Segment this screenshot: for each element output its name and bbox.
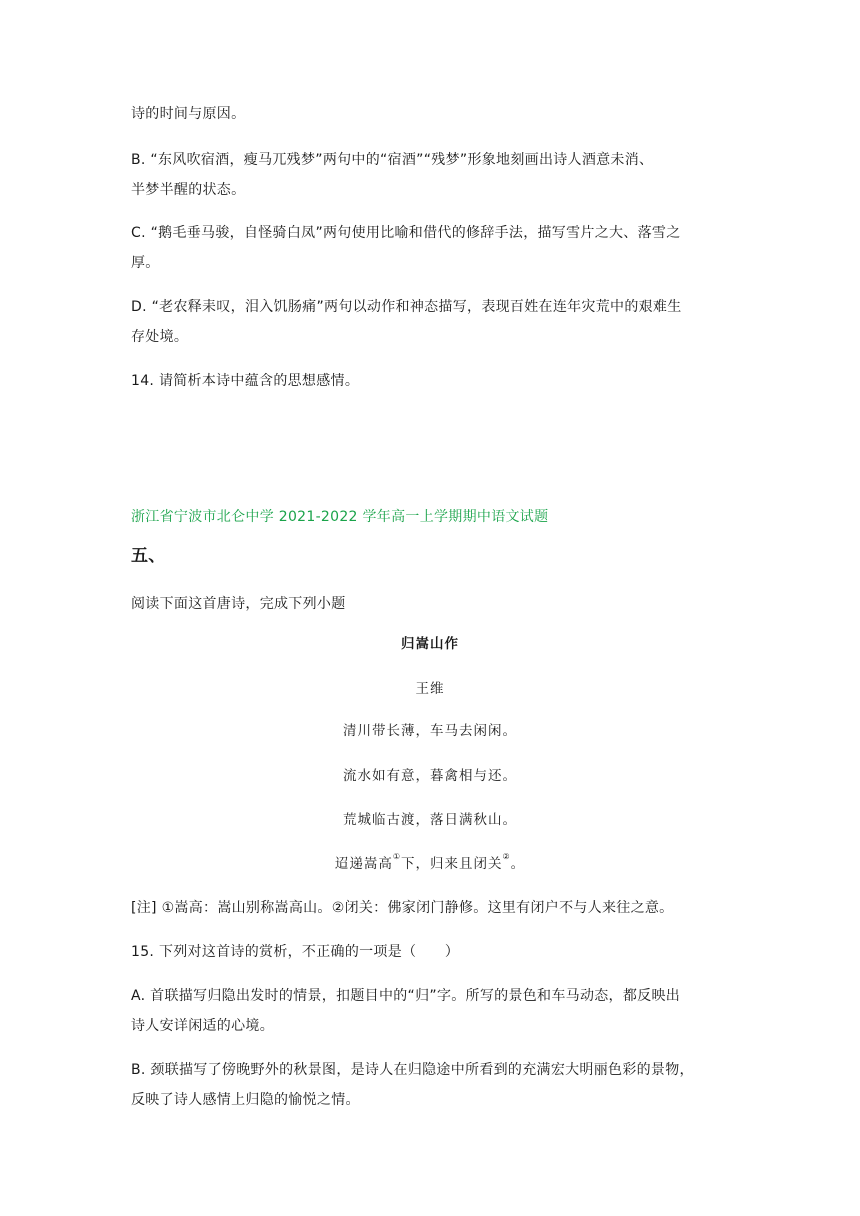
option-label: A. xyxy=(131,988,146,1004)
footnote-mark-1: ① xyxy=(392,852,401,861)
q15-option-a-line1 xyxy=(131,986,680,1006)
q13-option-c-line1 xyxy=(131,223,681,243)
reading-instruction: 阅读下面这首唐诗，完成下列小题 xyxy=(131,596,346,612)
question-15 xyxy=(131,942,459,962)
q13-option-d-line1 xyxy=(131,297,682,317)
option-label: C. xyxy=(131,225,146,241)
option-text: 首联描写归隐出发时的情景，扣题目中的“归”字。所写的景色和车马动态，都反映出 xyxy=(150,988,681,1004)
poem-line-1: 清川带长薄，车马去闲闲。 xyxy=(343,723,517,739)
q15-option-a-line2: 诗人安详闲适的心境。 xyxy=(131,1018,274,1034)
poem-line-2: 流水如有意，暮禽相与还。 xyxy=(343,768,517,784)
option-text: “鹅毛垂马骏，自怪骑白凤”两句使用比喻和借代的修辞手法，描写雪片之大、落雪之 xyxy=(150,225,681,241)
poem-author: 王维 xyxy=(415,681,445,697)
poem-line-4 xyxy=(0,854,860,874)
poem-title: 归嵩山作 xyxy=(401,636,459,652)
poem-line-3: 荒城临古渡，落日满秋山。 xyxy=(343,812,517,828)
q13-option-b-line2: 半梦半醒的状态。 xyxy=(131,182,246,198)
footnote-mark-2: ② xyxy=(502,852,511,861)
q13-a-continuation: 诗的时间与原因。 xyxy=(131,106,246,122)
poem-line-4-part1: 迢递嵩高 xyxy=(334,856,393,872)
q13-option-c-line2: 厚。 xyxy=(131,255,160,271)
option-text: 颈联描写了傍晚野外的秋景图，是诗人在归隐途中所看到的充满宏大明丽色彩的景物， xyxy=(150,1062,694,1078)
option-text: “东风吹宿酒，瘦马兀残梦”两句中的“宿酒”“残梦”形象地刻画出诗人酒意未消、 xyxy=(150,152,654,168)
option-label: B. xyxy=(131,1062,146,1078)
question-text: 下列对这首诗的赏析，不正确的一项是（ ） xyxy=(158,944,460,960)
question-14 xyxy=(131,371,359,391)
poem-line-4-part3: 。 xyxy=(510,856,526,872)
q13-option-d-line2: 存处境。 xyxy=(131,329,189,345)
q13-option-b-line1 xyxy=(131,150,653,170)
question-number: 15. xyxy=(131,944,155,960)
question-text: 请简析本诗中蕴含的思想感情。 xyxy=(158,373,360,389)
poem-note: [注] ①嵩高：嵩山别称嵩高山。②闭关：佛家闭门静修。这里有闭户不与人来往之意。 xyxy=(131,900,674,916)
section-heading: 五、 xyxy=(131,546,166,566)
question-number: 14. xyxy=(131,373,155,389)
option-label: D. xyxy=(131,299,147,315)
source-title: 浙江省宁波市北仑中学 2021-2022 学年高一上学期期中语文试题 xyxy=(131,509,549,525)
option-text: “老农释耒叹，泪入饥肠痛”两句以动作和神态描写，表现百姓在连年灾荒中的艰难生 xyxy=(151,299,682,315)
q15-option-b-line2: 反映了诗人感情上归隐的愉悦之情。 xyxy=(131,1092,360,1108)
poem-line-4-part2: 下，归来且闭关 xyxy=(401,856,503,872)
option-label: B. xyxy=(131,152,146,168)
q15-option-b-line1 xyxy=(131,1060,694,1080)
